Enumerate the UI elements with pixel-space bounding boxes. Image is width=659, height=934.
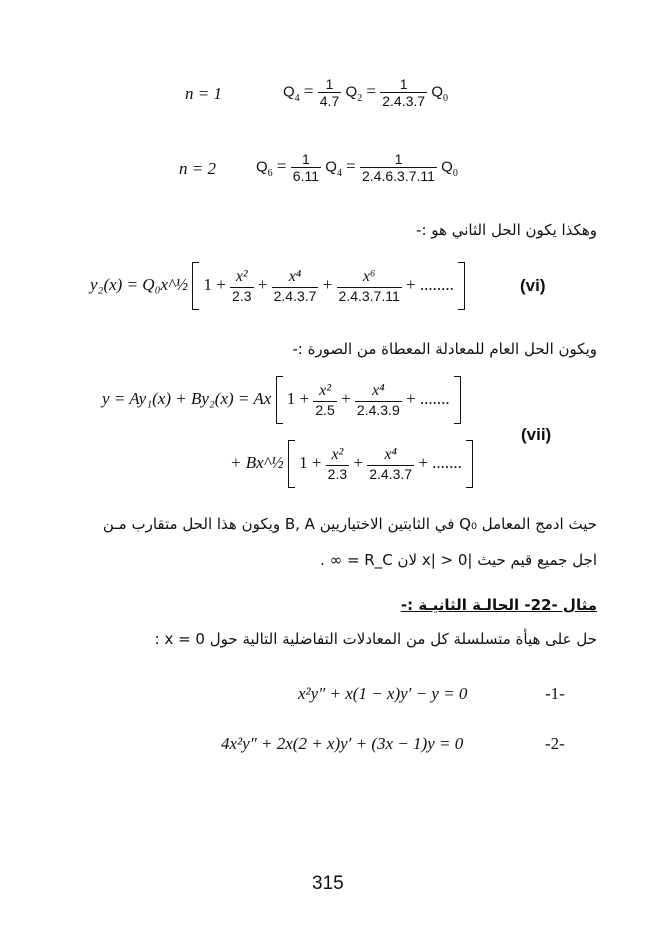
recurrence-row-n2: [179, 159, 216, 179]
paragraph-line-2: اجل جميع قيم حيث |x| > 0 لان R_C = ∞ .: [320, 551, 597, 569]
equation-2-number: -2-: [545, 734, 565, 753]
example-instruction: حل على هيأة متسلسلة كل من المعادلات التفاضلية التالية حول x = 0 :: [154, 630, 597, 648]
recurrence-row-n1: [185, 84, 222, 104]
general-solution-intro: ويكون الحل العام للمعادلة المعطاة من الصورة :-: [292, 340, 597, 358]
recurrence-expr-n2: $Q_6$ = $\frac{1}{6.11}$ $Q_4$ = $\frac{1}{2.4.6.3.7.11}$ $Q_0$: [256, 151, 458, 185]
n-label: n = 1: [185, 84, 222, 103]
second-solution-intro: وهكذا يكون الحل الثاني هو :-: [416, 221, 597, 239]
page-number: 315: [312, 873, 344, 894]
equation-1: x²y″ + x(1 − x)y′ − y = 0: [298, 684, 468, 703]
equation-label-vii: (vii): [521, 425, 552, 444]
example-heading: مثال -22- الحالـة الثانيـة :-: [400, 596, 597, 614]
paragraph-line-1: حيث ادمج المعامل Q₀ في الثابتين الاختياريين B, A ويكون هذا الحل متقارب مـن: [102, 515, 597, 533]
equation-label-vi: (vi): [520, 276, 546, 295]
eq-vi-lhs: y₂(x) = Q₀x^½: [90, 274, 188, 294]
equation-1-number: -1-: [545, 684, 565, 703]
equation-vi: y₂(x) = Q₀x^½ 1 + $\frac{\text{x²}}{2.3}$ + $\frac{\text{x⁴}}{2.4.3.7}$ + $\frac{\text{x⁶}}{2.4.3.7.11}$ + ........: [90, 262, 465, 310]
equation-vii-line1: y = Ay₁(x) + By₂(x) = Ax 1 + $\frac{\text{x²}}{2.5}$ + $\frac{\text{x⁴}}{2.4.3.9}$ + .......: [102, 376, 461, 424]
fraction: $\frac{1}{4.7}$: [319, 76, 340, 110]
fraction: $\frac{1}{6.11}$: [292, 151, 319, 185]
n-label: n = 2: [179, 159, 216, 178]
equation-vii-line2: + Bx^½ 1 + $\frac{\text{x²}}{2.3}$ + $\frac{\text{x⁴}}{2.4.3.7}$ + .......: [230, 440, 473, 488]
recurrence-expr-n1: $Q_4$ = $\frac{1}{4.7}$ $Q_2$ = $\frac{1}{2.4.3.7}$ $Q_0$: [283, 76, 448, 110]
equation-2: 4x²y″ + 2x(2 + x)y′ + (3x − 1)y = 0: [221, 734, 464, 753]
fraction: $\frac{1}{2.4.6.3.7.11}$: [362, 151, 435, 185]
eq-vii-lhs: y = Ay₁(x) + By₂(x) = Ax: [102, 388, 272, 408]
fraction: $\frac{1}{2.4.3.7}$: [382, 76, 426, 110]
